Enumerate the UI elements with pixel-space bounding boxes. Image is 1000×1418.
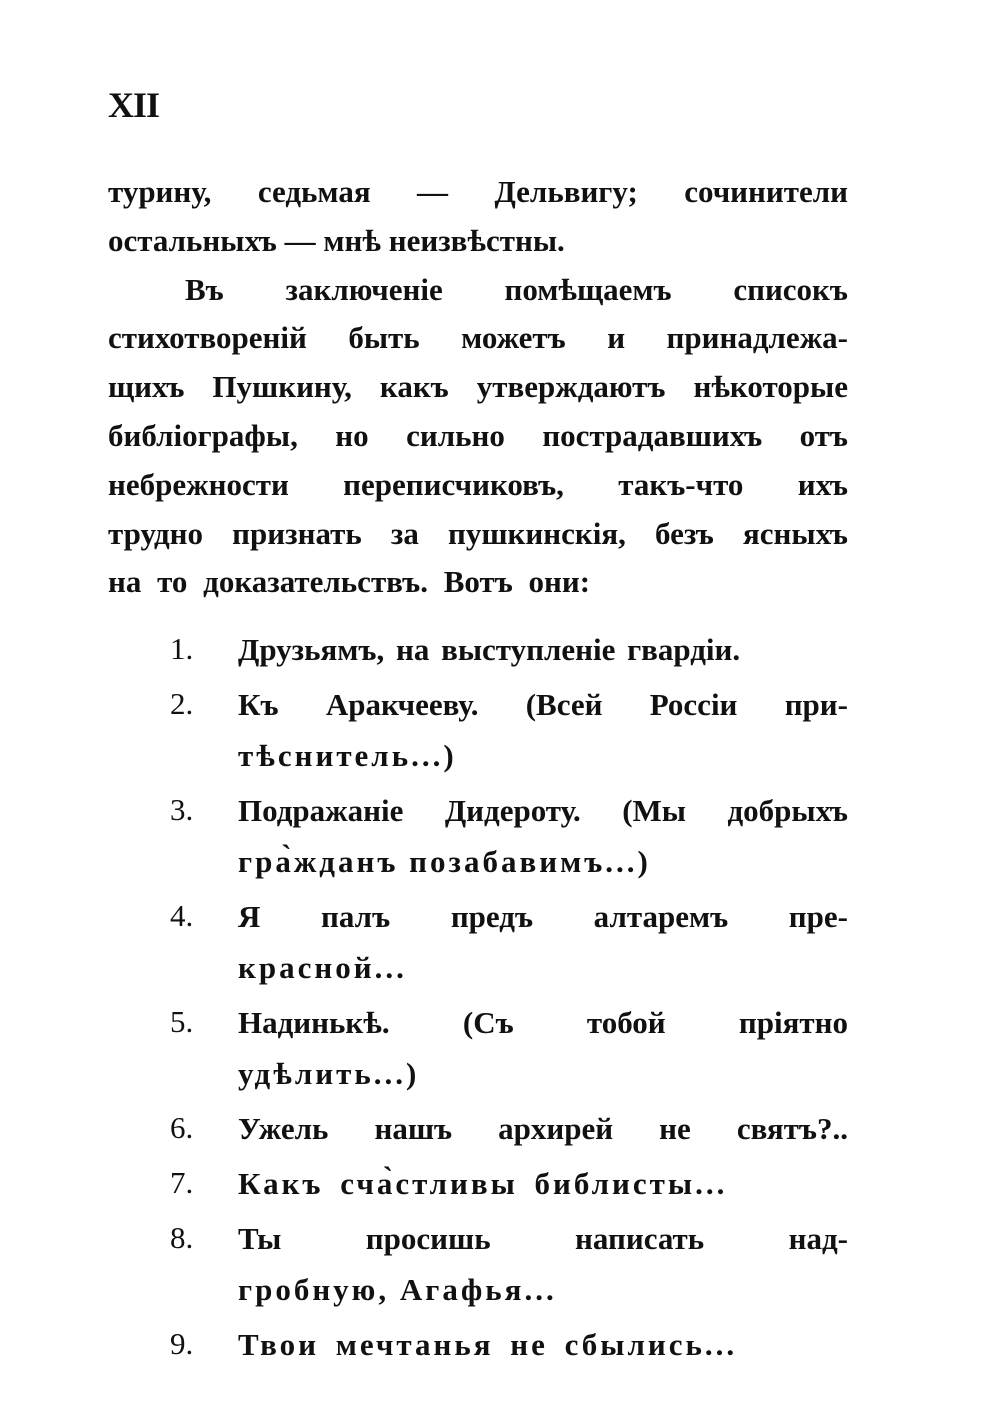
- item-number: 4.: [170, 898, 194, 933]
- item-line: Твои мечтанья не сбылись...: [238, 1327, 738, 1362]
- item-number: 3.: [170, 792, 194, 827]
- item-line: Какъ сча̀стливы библисты...: [238, 1166, 728, 1201]
- item-number: 2.: [170, 686, 194, 721]
- list-item: [108, 785, 848, 887]
- item-number: 1.: [170, 631, 194, 666]
- item-number: 6.: [170, 1110, 194, 1145]
- text-line: библіографы, но сильно пострадавшихъ отъ: [108, 417, 848, 453]
- item-line: тѣснитель...): [238, 738, 457, 773]
- item-line: Подражаніе Дидероту. (Мы добрыхъ: [238, 793, 848, 828]
- item-line: Я палъ предъ алтаремъ пре-: [238, 899, 848, 934]
- item-number: 7.: [170, 1165, 194, 1200]
- item-number: 5.: [170, 1004, 194, 1039]
- item-line: гра̀жданъ позабавимъ...): [238, 844, 651, 879]
- item-line: гробную, Агафья...: [238, 1272, 557, 1307]
- list-item: [108, 1213, 848, 1315]
- list-item: [108, 997, 848, 1099]
- list-item: [108, 891, 848, 993]
- item-line: Къ Аракчееву. (Всей Россіи при-: [238, 687, 848, 722]
- list-item: [108, 1158, 848, 1209]
- text-line: турину, седьмая — Дельвигу; сочинители: [108, 174, 848, 209]
- item-line: Друзьямъ, на выступленіе гвардіи.: [238, 632, 741, 667]
- text-line: Въ заключеніе помѣщаемъ списокъ: [185, 271, 848, 307]
- poem-list: [108, 624, 848, 1374]
- item-number: 8.: [170, 1220, 194, 1255]
- text-line: на то доказательствъ. Вотъ они:: [108, 564, 591, 600]
- list-item: [108, 1319, 848, 1370]
- text-line: щихъ Пушкину, какъ утверждаютъ нѣкоторые: [108, 369, 848, 405]
- item-line: красной...: [238, 950, 407, 985]
- item-line: удѣлить...): [238, 1056, 420, 1091]
- item-line: Надинькѣ. (Съ тобой пріятно: [238, 1005, 848, 1040]
- list-item: [108, 1103, 848, 1154]
- text-line: остальныхъ — мнѣ неизвѣстны.: [108, 222, 565, 258]
- item-line: Ты просишь написать над-: [238, 1221, 848, 1256]
- list-item: [108, 679, 848, 781]
- list-item: [108, 624, 848, 675]
- text-line: небрежности переписчиковъ, такъ-что ихъ: [108, 466, 848, 502]
- text-line: стихотвореній быть можетъ и принадлежа-: [108, 320, 848, 356]
- body-paragraph: [108, 168, 848, 607]
- item-line: Ужель нашъ архирей не святъ?..: [238, 1111, 848, 1146]
- page-number: XII: [108, 85, 160, 125]
- item-number: 9.: [170, 1326, 194, 1361]
- text-line: трудно признать за пушкинскія, безъ ясныхъ: [108, 515, 848, 551]
